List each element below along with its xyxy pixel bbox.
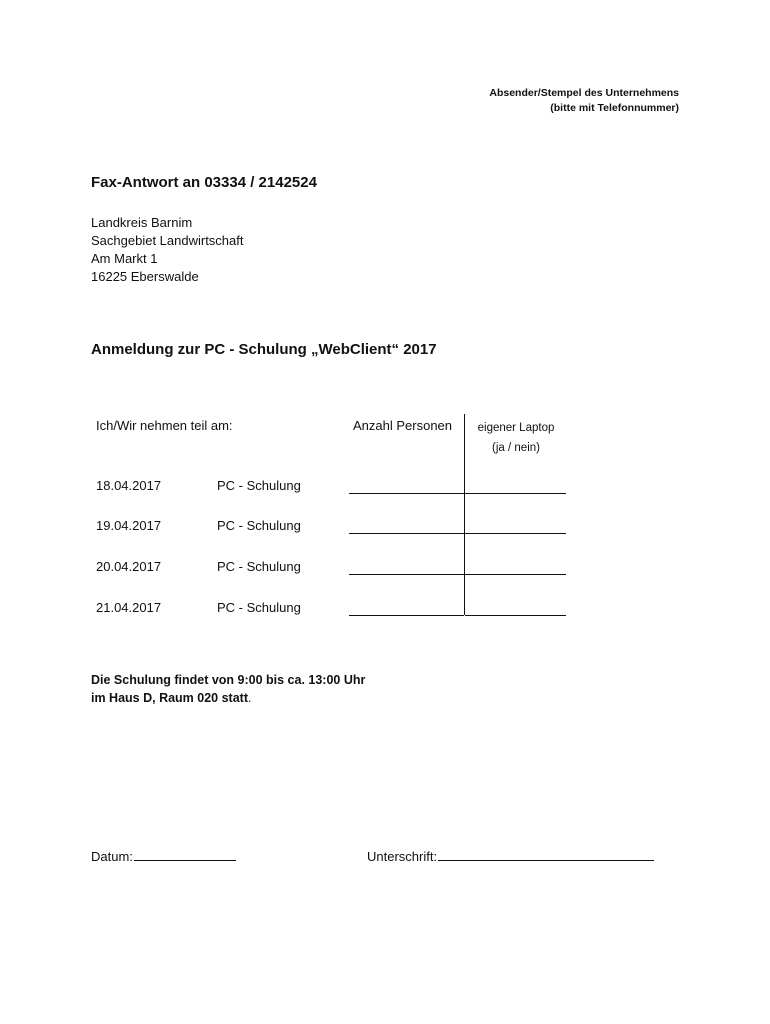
laptop-header-line-1: eigener Laptop (477, 422, 555, 434)
row-date: 19.04.2017 (96, 518, 162, 533)
address-line-3: Am Markt 1 (91, 251, 158, 266)
persons-count-field[interactable] (349, 533, 464, 534)
table-row (0, 600, 770, 620)
course-location (91, 689, 365, 707)
table-row (0, 478, 770, 498)
own-laptop-field[interactable] (465, 574, 566, 575)
course-location-text: im Haus D, Raum 020 statt (91, 691, 248, 705)
persons-count-field[interactable] (349, 615, 464, 616)
row-date: 18.04.2017 (96, 478, 162, 493)
column-header-persons: Anzahl Personen (353, 418, 453, 433)
course-location-period: . (248, 691, 252, 705)
recipient-address (91, 214, 243, 286)
laptop-header-line-2: (ja / nein) (492, 442, 540, 454)
signature-line (367, 849, 654, 864)
column-header-laptop (468, 418, 564, 458)
signature-label: Unterschrift: (367, 849, 438, 864)
date-signature-line (91, 849, 236, 864)
persons-count-field[interactable] (349, 493, 464, 494)
participation-intro: Ich/Wir nehmen teil am: (96, 418, 233, 433)
date-field[interactable] (134, 860, 236, 861)
own-laptop-field[interactable] (465, 615, 566, 616)
registration-title: Anmeldung zur PC - Schulung „WebClient“ 2017 (91, 341, 437, 358)
row-date: 20.04.2017 (96, 559, 162, 574)
column-divider (464, 414, 465, 615)
sender-stamp-area (489, 86, 679, 116)
table-row (0, 559, 770, 579)
row-course: PC - Schulung (217, 518, 301, 533)
course-time: Die Schulung findet von 9:00 bis ca. 13:00 Uhr (91, 673, 366, 687)
sender-label: Absender/Stempel des Unternehmens (489, 87, 679, 99)
row-date: 21.04.2017 (96, 600, 162, 615)
own-laptop-field[interactable] (465, 533, 566, 534)
fax-heading: Fax-Antwort an 03334 / 2142524 (91, 174, 317, 191)
signature-field[interactable] (438, 860, 654, 861)
table-row (0, 518, 770, 538)
course-info (91, 671, 365, 707)
own-laptop-field[interactable] (465, 493, 566, 494)
row-course: PC - Schulung (217, 600, 301, 615)
sender-phone-note: (bitte mit Telefonnummer) (550, 102, 679, 114)
address-line-4: 16225 Eberswalde (91, 269, 199, 284)
address-line-2: Sachgebiet Landwirtschaft (91, 233, 244, 248)
persons-count-field[interactable] (349, 574, 464, 575)
row-course: PC - Schulung (217, 559, 301, 574)
row-course: PC - Schulung (217, 478, 301, 493)
date-label: Datum: (91, 849, 133, 864)
address-line-1: Landkreis Barnim (91, 215, 193, 230)
